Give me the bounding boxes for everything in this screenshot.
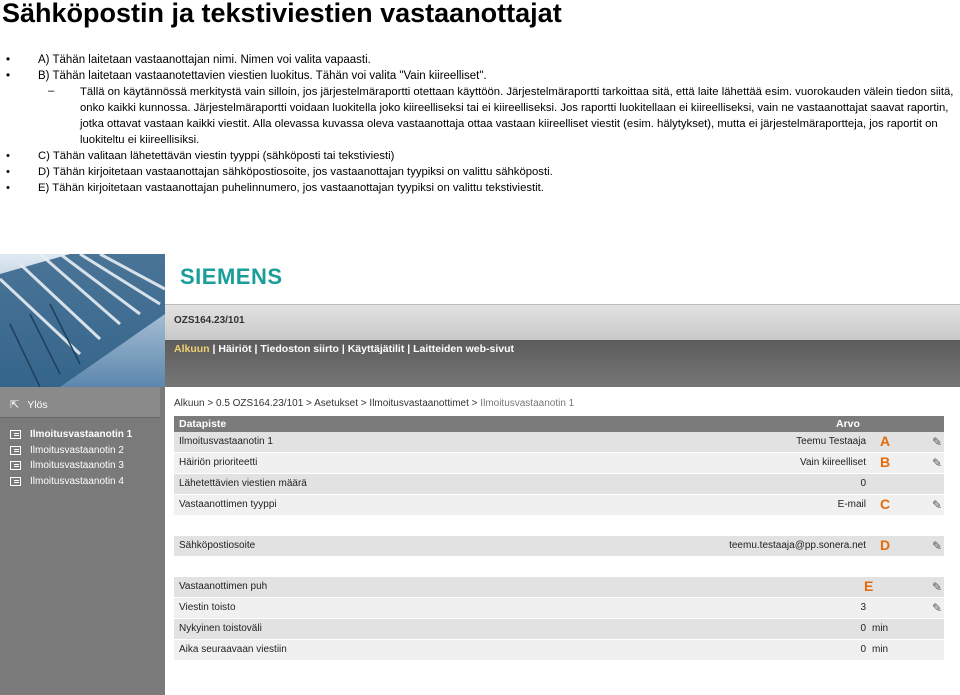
- sidebar-item-label: Ilmoitusvastaanotin 2: [30, 444, 124, 456]
- row-label: Sähköpostiosoite: [179, 540, 256, 551]
- table-row: [174, 495, 944, 516]
- page-icon: [10, 477, 21, 486]
- table-row: [174, 619, 944, 640]
- instructions-list: [0, 52, 955, 196]
- nav-home[interactable]: Alkuun: [174, 343, 210, 355]
- row-label: Aika seuraavaan viestiin: [179, 644, 287, 655]
- page-icon: [10, 461, 21, 470]
- sub-bullet-report: – Tällä on käytännössä merkitystä vain silloin, jos järjestelmäraportti otettaan käyttöön. Järjestelmäraportti tarkoittaa sitä, että laite lähettää esim. vuorokauden välein tiedon siitä, onko kaikki kunnossa. Järjestelmäraportti voidaan luokitella joko kiireelliseksi tai ei kiireelliseksi. Jos raportti luokitellaan ei kiireelliseksi, vain ne vastaanottajat saavat raportin, jotka ottavat vastaan kaikki viestit. Alla olevassa kuvassa oleva vastaanottaja ottaa vastaan kiireelliset viestit (esim. hälytykset), mutta ei järjestelmäraportteja, jos raportit on luokiteltu ei kiireellisiksi.: [0, 84, 955, 148]
- embedded-screenshot: [0, 254, 960, 695]
- bullet-b: • B) Tähän laitetaan vastaanotettavien viestien luokitus. Tähän voi valita "Vain kiireelliset".: [0, 68, 955, 84]
- sidebar-item-receiver-3[interactable]: [10, 458, 132, 474]
- table-row: [174, 474, 944, 495]
- sidebar-header: [0, 387, 160, 418]
- bullet-d: • D) Tähän kirjoitetaan vastaanottajan sähköpostiosoite, jos vastaanottajan tyypiksi on valittu sähköposti.: [0, 164, 955, 180]
- sidebar-item-receiver-4[interactable]: [10, 474, 132, 490]
- breadcrumb[interactable]: [174, 398, 574, 409]
- table-row: [174, 432, 944, 453]
- row-gap: [174, 516, 944, 536]
- edit-pencil-icon[interactable]: ✎: [932, 539, 943, 553]
- row-value: 0: [860, 478, 866, 489]
- up-icon: ⇱: [10, 399, 20, 411]
- table-row: [174, 598, 944, 619]
- page-icon: [10, 446, 21, 455]
- sidebar-item-label: Ilmoitusvastaanotin 1: [30, 429, 133, 441]
- siemens-logo: SIEMENS: [180, 264, 283, 289]
- bullet-e: • E) Tähän kirjoitetaan vastaanottajan puhelinnumero, jos vastaanottajan tyypiksi on valittu tekstiviestit.: [0, 180, 955, 196]
- marker-label: A: [880, 433, 891, 449]
- building-photo: [0, 254, 165, 387]
- row-label: Vastaanottimen puh: [179, 581, 268, 592]
- row-unit: min: [872, 644, 889, 655]
- row-label: Viestin toisto: [179, 602, 236, 613]
- table-row: [174, 577, 944, 598]
- row-value: 3: [860, 602, 866, 613]
- table-header: [174, 416, 944, 432]
- table-row: [174, 453, 944, 474]
- edit-pencil-icon[interactable]: ✎: [932, 580, 943, 594]
- header-value: Arvo: [836, 418, 860, 430]
- row-value: 0: [860, 644, 866, 655]
- breadcrumb-path[interactable]: Alkuun > 0.5 OZS164.23/101 > Asetukset > Ilmoitusvastaanottimet >: [174, 398, 481, 409]
- sidebar-list: [10, 427, 132, 489]
- row-value: 0: [860, 623, 866, 634]
- row-gap: [174, 557, 944, 577]
- edit-pencil-icon[interactable]: ✎: [932, 601, 943, 615]
- row-label: Nykyinen toistoväli: [179, 623, 262, 634]
- table-row: [174, 640, 944, 661]
- row-unit: min: [872, 623, 889, 634]
- sidebar-item-label: Ilmoitusvastaanotin 4: [30, 475, 124, 487]
- document-title: Sähköpostin ja tekstiviestien vastaanottajat: [2, 0, 562, 28]
- main-nav: [165, 340, 960, 387]
- marker-label: D: [880, 537, 891, 553]
- settings-table: [174, 416, 944, 661]
- marker-label: E: [864, 578, 874, 594]
- page-icon: [10, 430, 21, 439]
- row-label: Lähetettävien viestien määrä: [179, 478, 307, 489]
- up-button[interactable]: [10, 398, 48, 411]
- sidebar: [0, 387, 165, 695]
- nav-links[interactable]: [174, 343, 514, 355]
- bullet-c: • C) Tähän valitaan lähetettävän viestin tyyppi (sähköposti tai tekstiviesti): [0, 148, 955, 164]
- main-content: [165, 387, 960, 695]
- row-value: E-mail: [837, 499, 866, 510]
- breadcrumb-current: Ilmoitusvastaanotin 1: [480, 398, 575, 409]
- row-label: Ilmoitusvastaanotin 1: [179, 436, 273, 447]
- sidebar-item-label: Ilmoitusvastaanotin 3: [30, 460, 124, 472]
- edit-pencil-icon[interactable]: ✎: [932, 498, 943, 512]
- up-label: Ylös: [27, 398, 48, 411]
- row-label: Vastaanottimen tyyppi: [179, 499, 277, 510]
- edit-pencil-icon[interactable]: ✎: [932, 456, 943, 470]
- edit-pencil-icon[interactable]: ✎: [932, 435, 943, 449]
- device-bar: [165, 304, 960, 341]
- marker-label: B: [880, 454, 891, 470]
- row-value: Teemu Testaaja: [796, 436, 866, 447]
- nav-other-links[interactable]: | Häiriöt | Tiedoston siirto | Käyttäjätilit | Laitteiden web-sivut: [209, 343, 515, 355]
- table-row: [174, 536, 944, 557]
- marker-label: C: [880, 496, 891, 512]
- device-name: OZS164.23/101: [174, 315, 245, 326]
- sidebar-item-receiver-2[interactable]: [10, 443, 132, 459]
- row-value: teemu.testaaja@pp.sonera.net: [729, 540, 866, 551]
- app-header: [165, 254, 960, 387]
- header-datapoint: Datapiste: [179, 418, 227, 430]
- bullet-a: • A) Tähän laitetaan vastaanottajan nimi. Nimen voi valita vapaasti.: [0, 52, 955, 68]
- row-label: Häiriön prioriteetti: [179, 457, 258, 468]
- sidebar-item-receiver-1[interactable]: [10, 427, 132, 443]
- logo-area: [165, 254, 960, 304]
- row-value: Vain kiireelliset: [800, 457, 866, 468]
